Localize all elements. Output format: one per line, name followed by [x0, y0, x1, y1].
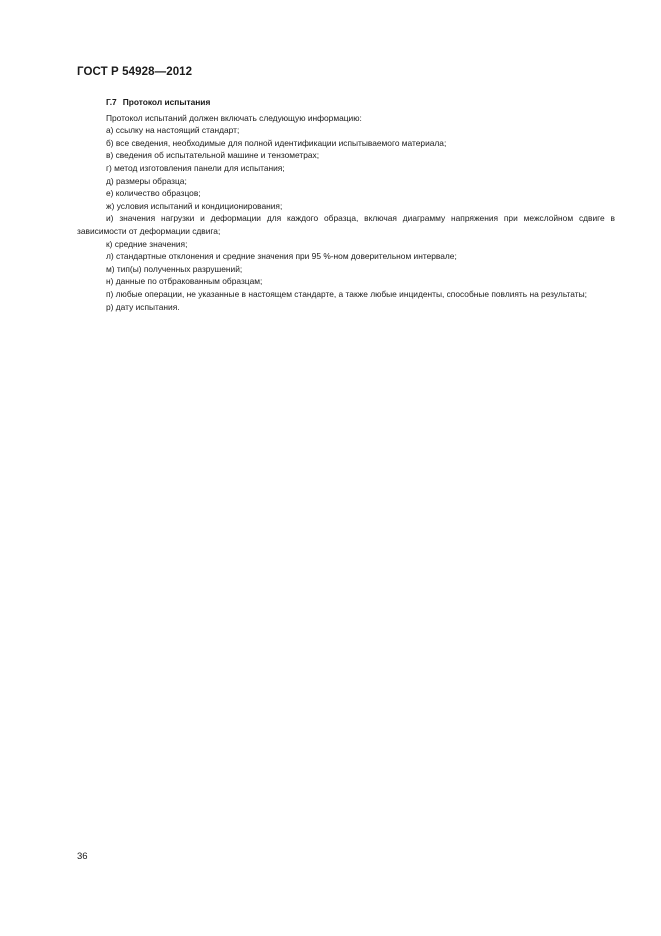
list-item-m: м) тип(ы) полученных разрушений; — [106, 263, 243, 274]
list-item-e: е) количество образцов; — [106, 188, 201, 199]
section-number: Г.7 — [106, 97, 117, 107]
section-heading — [77, 96, 615, 109]
list-item-a: а) ссылку на настоящий стандарт; — [106, 125, 240, 136]
list-item-r: р) дату испытания. — [106, 301, 180, 312]
list-item-b: б) все сведения, необходимые для полной идентификации испытываемого материала; — [106, 137, 447, 148]
list-item-g: г) метод изготовления панели для испытания; — [106, 162, 285, 173]
intro-paragraph: Протокол испытаний должен включать следующую информацию: — [106, 112, 362, 123]
document-header: ГОСТ Р 54928—2012 — [77, 66, 193, 78]
list-item-i: и) значения нагрузки и деформации для каждого образца, включая диаграмму напряжения при межслойном сдвиге в зависимости от деформации сдвига; — [77, 213, 615, 236]
list-item-p: п) любые операции, не указанные в настоящем стандарте, а также любые инциденты, способные повлиять на результаты; — [106, 288, 587, 299]
list-item-k: к) средние значения; — [106, 238, 188, 249]
list-item-d: д) размеры образца; — [106, 175, 187, 186]
document-body — [77, 96, 615, 313]
list-item-zh: ж) условия испытаний и кондиционирования; — [106, 200, 283, 211]
section-title: Протокол испытания — [122, 97, 211, 107]
list-item-v: в) сведения об испытательной машине и тензометрах; — [106, 150, 320, 161]
list-item-n: н) данные по отбракованным образцам; — [106, 276, 263, 287]
page-number: 36 — [77, 851, 88, 862]
list-item-l: л) стандартные отклонения и средние значения при 95 %-ном доверительном интервале; — [106, 251, 457, 262]
